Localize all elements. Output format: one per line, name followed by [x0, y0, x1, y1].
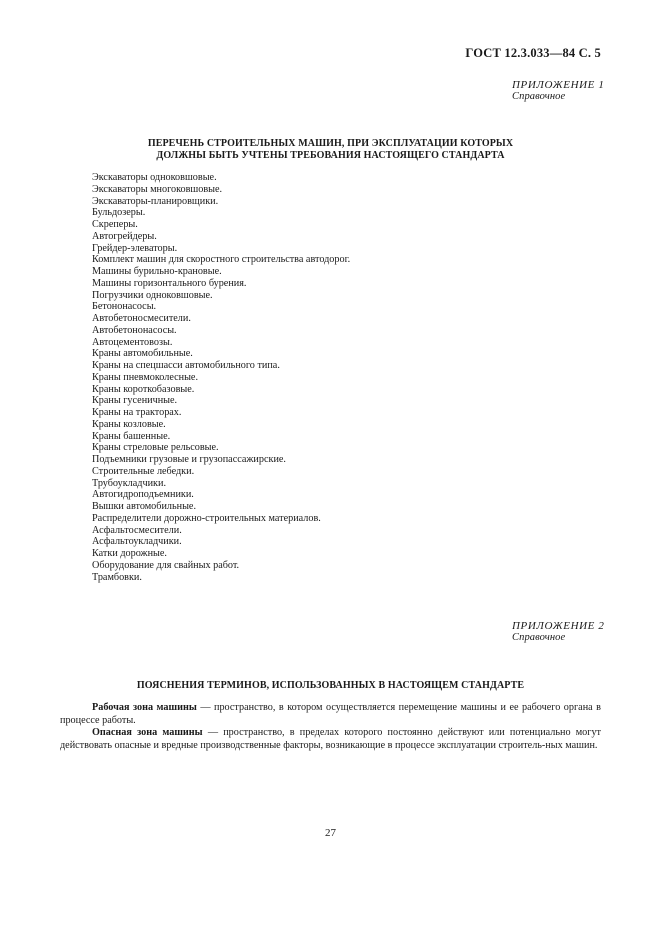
list-item: Катки дорожные. — [92, 548, 167, 559]
list-item: Грейдер-элеваторы. — [92, 242, 178, 254]
document-header-code: ГОСТ 12.3.033—84 С. 5 — [465, 46, 601, 60]
list-item: Краны башенные. — [92, 430, 171, 442]
appendix-1-label: ПРИЛОЖЕНИЕ 1 — [512, 79, 605, 91]
list-item: Автоцементовозы. — [92, 336, 173, 348]
list-item: Строительные лебедки. — [92, 465, 195, 477]
list-item: Краны гусеничные. — [92, 395, 178, 407]
page-number: 27 — [325, 827, 336, 839]
list-item: Краны на тракторах. — [92, 407, 182, 418]
definition-term: Опасная зона машины — [92, 727, 203, 738]
list-item: Комплект машин для скоростного строительства автодорог. — [92, 254, 351, 266]
definition-text: — пространство, в пределах которого постоянно действуют или потенциально могут действовать опасные и вредные производственные факторы, возникающие в процессе эксплуатации строитель-ных машин. — [60, 727, 601, 751]
machine-list-title-line-2: ДОЛЖНЫ БЫТЬ УЧТЕНЫ ТРЕБОВАНИЯ НАСТОЯЩЕГО СТАНДАРТА — [156, 150, 505, 161]
list-item: Распределители дорожно-строительных материалов. — [92, 512, 321, 524]
appendix-1-heading — [512, 79, 604, 103]
machine-list-title-line-1: ПЕРЕЧЕНЬ СТРОИТЕЛЬНЫХ МАШИН, ПРИ ЭКСПЛУАТАЦИИ КОТОРЫХ — [147, 138, 514, 149]
list-item: Автобетононасосы. — [92, 324, 177, 336]
appendix-1-subtitle: Справочное — [512, 91, 566, 102]
appendix-2-label: ПРИЛОЖЕНИЕ 2 — [512, 620, 605, 632]
list-item: Автобетоносмесители. — [92, 313, 191, 324]
definition-term: Рабочая зона машины — [92, 702, 197, 713]
list-item: Краны стреловые рельсовые. — [92, 442, 219, 454]
machine-list — [92, 172, 350, 583]
list-item: Асфальтоукладчики. — [92, 536, 182, 548]
list-item: Экскаваторы многоковшовые. — [92, 183, 223, 195]
list-item: Оборудование для свайных работ. — [92, 559, 240, 571]
list-item: Бетононасосы. — [92, 301, 157, 313]
list-item: Погрузчики одноковшовые. — [92, 289, 213, 301]
list-item: Автогрейдеры. — [92, 230, 157, 242]
list-item: Краны пневмоколесные. — [92, 371, 198, 383]
list-item: Скреперы. — [92, 219, 138, 230]
list-item: Вышки автомобильные. — [92, 501, 196, 512]
list-item: Краны автомобильные. — [92, 348, 193, 360]
list-item: Краны козловые. — [92, 418, 166, 430]
list-item: Краны на спецшасси автомобильного типа. — [92, 360, 280, 371]
appendix-2-heading — [512, 620, 604, 644]
machine-list-title — [60, 138, 601, 162]
definition-danger-zone — [60, 727, 601, 752]
list-item: Экскаваторы-планировщики. — [92, 195, 219, 207]
terms-title: ПОЯСНЕНИЯ ТЕРМИНОВ, ИСПОЛЬЗОВАННЫХ В НАСТОЯЩЕМ СТАНДАРТЕ — [136, 680, 525, 691]
list-item: Бульдозеры. — [92, 207, 146, 219]
list-item: Подъемники грузовые и грузопассажирские. — [92, 454, 286, 465]
definition-text: — пространство, в котором осуществляется перемещение машины и ее рабочего органа в процессе работы. — [60, 702, 601, 726]
list-item: Автогидроподъемники. — [92, 489, 194, 501]
list-item: Машины горизонтального бурения. — [92, 277, 247, 289]
list-item: Трамбовки. — [92, 571, 142, 583]
appendix-2-subtitle: Справочное — [512, 632, 566, 643]
list-item: Трубоукладчики. — [92, 477, 166, 489]
list-item: Асфальтосмесители. — [92, 524, 182, 536]
list-item: Краны короткобазовые. — [92, 383, 195, 395]
definition-working-zone — [60, 702, 601, 727]
list-item: Машины бурильно-крановые. — [92, 266, 222, 277]
terms-definitions — [60, 702, 601, 752]
list-item: Экскаваторы одноковшовые. — [92, 172, 217, 183]
